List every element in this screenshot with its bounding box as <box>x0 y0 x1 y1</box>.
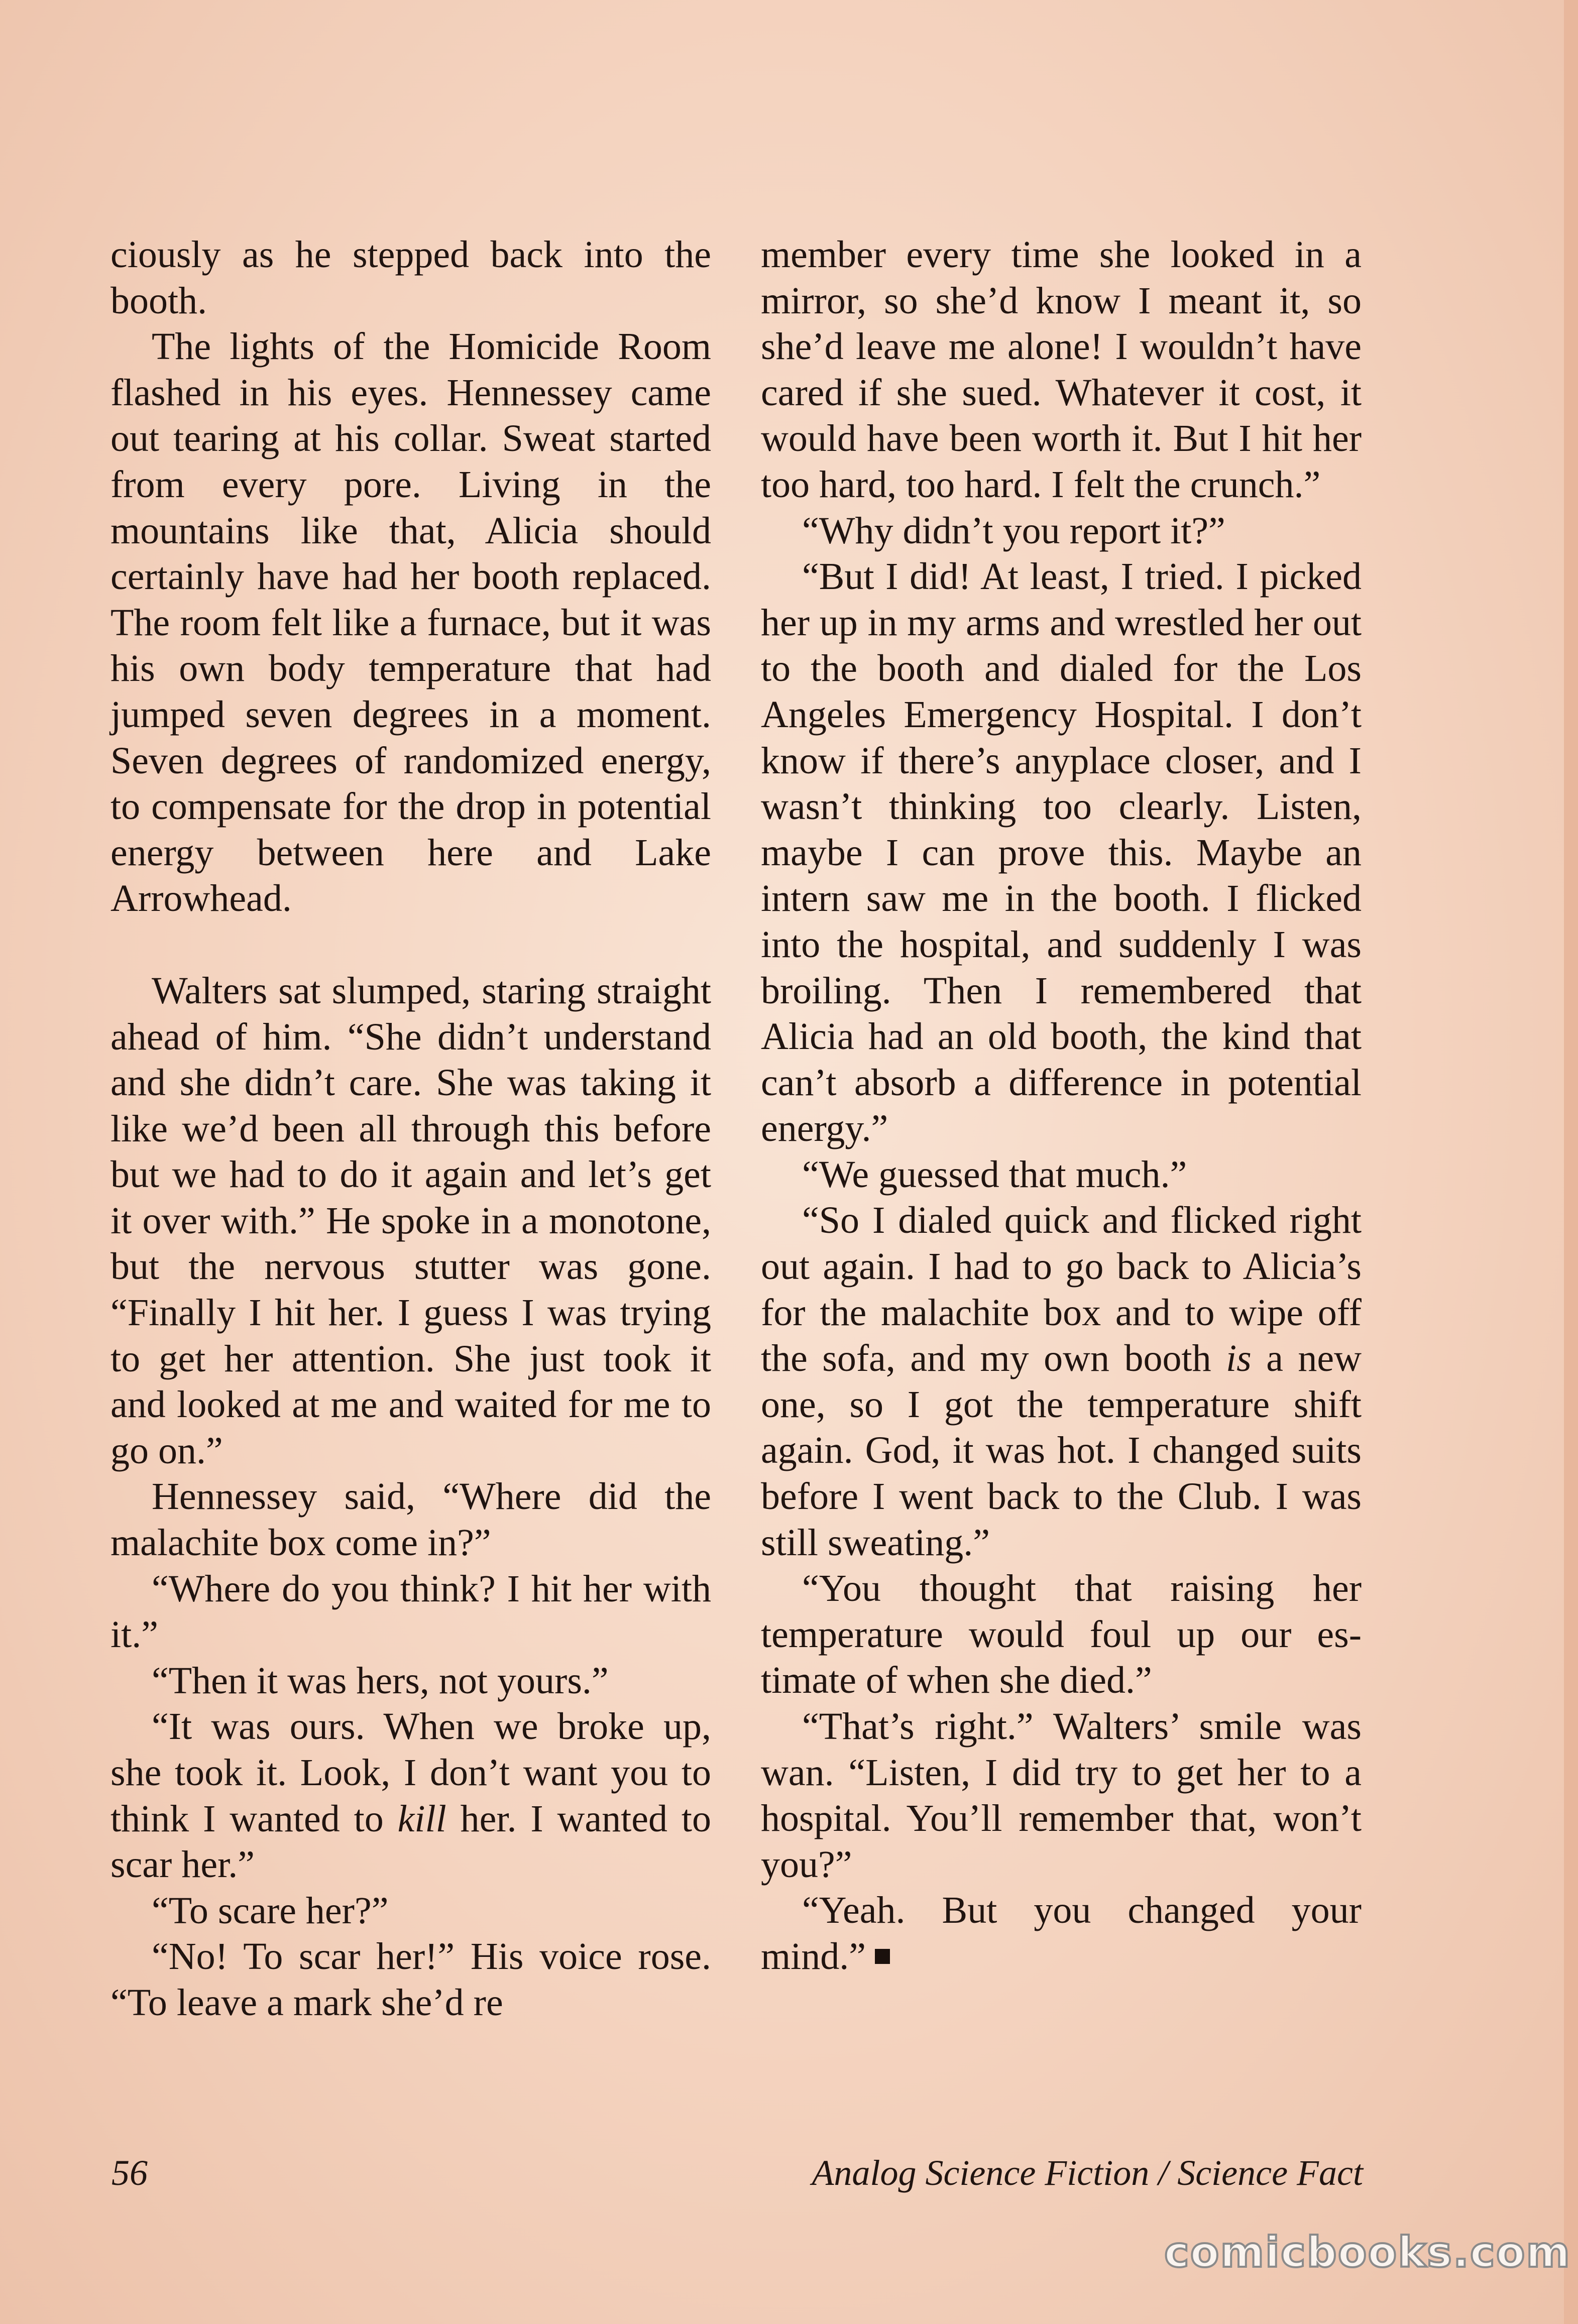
paragraph: ciously as he stepped back into the booth. <box>110 234 711 322</box>
page-number: 56 <box>111 2153 148 2193</box>
right-column <box>761 232 1362 1980</box>
text-run: her. I wanted to scar her.” <box>110 1797 711 1886</box>
paragraph <box>761 1888 1362 1980</box>
paragraph: Walters sat slumped, staring straight ahead of him. “She didn’t understand and she didn’t care. She was taking it like we’d been all through this before but we had to do it again and let’s get it over with.” He spoke in a monotone, but the nervous stutter was gone. “Finally I hit her. I guess I was trying to get her attention. She just took it and looked at me and waited for me to go on.” <box>110 969 711 1472</box>
paragraph <box>761 1198 1362 1566</box>
paragraph: member every time she looked in a mirror, so she’d know I meant it, so she’d leave me alone! I wouldn’t have cared if she sued. Whatever it cost, it would have been worth it. But I hit her too hard, too hard. I felt the crunch.” <box>761 234 1362 506</box>
paragraph: “You thought that raising her temperature would foul up our estimate of when she died.” <box>761 1567 1362 1702</box>
watermark-logo: comicbooks.com <box>1164 2228 1571 2277</box>
paragraph: “That’s right.” Walters’ smile was wan. “Listen, I did try to get her to a hospital. You’ll remember that, won’t you?” <box>761 1705 1362 1886</box>
text-run: “So I dialed quick and flicked right out again. I had to go back to Alicia’s for the malachite box and to wipe off the sofa, and my own booth <box>761 1199 1362 1380</box>
paragraph: “To scare her?” <box>152 1889 389 1932</box>
end-of-story-mark <box>875 1949 890 1964</box>
running-title: Analog Science Fiction / Science Fact <box>812 2153 1363 2193</box>
left-column <box>110 232 711 2026</box>
paragraph: “Why didn’t you report it?” <box>802 509 1225 552</box>
paragraph: “Then it was hers, not yours.” <box>152 1659 609 1702</box>
italic-run: is <box>1226 1337 1252 1380</box>
paragraph: “We guessed that much.” <box>802 1153 1187 1196</box>
text-run: “Yeah. But you changed your mind.” <box>761 1889 1362 1978</box>
text-run: a new one, so I got the temperature shift again. God, it was hot. I changed suits before I went back to the Club. I was still sweating.” <box>761 1337 1362 1564</box>
text-run: “It was ours. When we broke up, she took it. Look, I don’t want you to think I wanted to <box>110 1705 711 1840</box>
italic-run: kill <box>397 1797 446 1840</box>
paragraph: “But I did! At least, I tried. I picked her up in my arms and wrestled her out to the booth and dialed for the Los Angeles Emergency Hospital. I don’t know if there’s anyplace closer, and I wasn’t thinking too clearly. Listen, maybe I can prove this. Maybe an intern saw me in the booth. I flicked into the hospital, and suddenly I was broiling. Then I remembered that Alicia had an old booth, the kind that can’t absorb a difference in potential energy.” <box>761 555 1362 1150</box>
paragraph: The lights of the Homicide Room flashed in his eyes. Hennessey came out tearing at his collar. Sweat started from every pore. Living in the mountains like that, Alicia should certainly have had her booth replaced. The room felt like a furnace, but it was his own body temperature that had jumped seven degrees in a moment. Seven degrees of randomized energy, to compensate for the drop in potential energy between here and Lake Arrowhead. <box>110 325 711 920</box>
paragraph: “No! To scar her!” His voice rose. “To leave a mark she’d re <box>110 1935 711 2024</box>
paragraph: “Where do you think? I hit her with it.” <box>110 1567 711 1656</box>
paragraph <box>110 1704 711 1888</box>
paragraph: Hennessey said, “Where did the malachite box come in?” <box>110 1475 711 1564</box>
